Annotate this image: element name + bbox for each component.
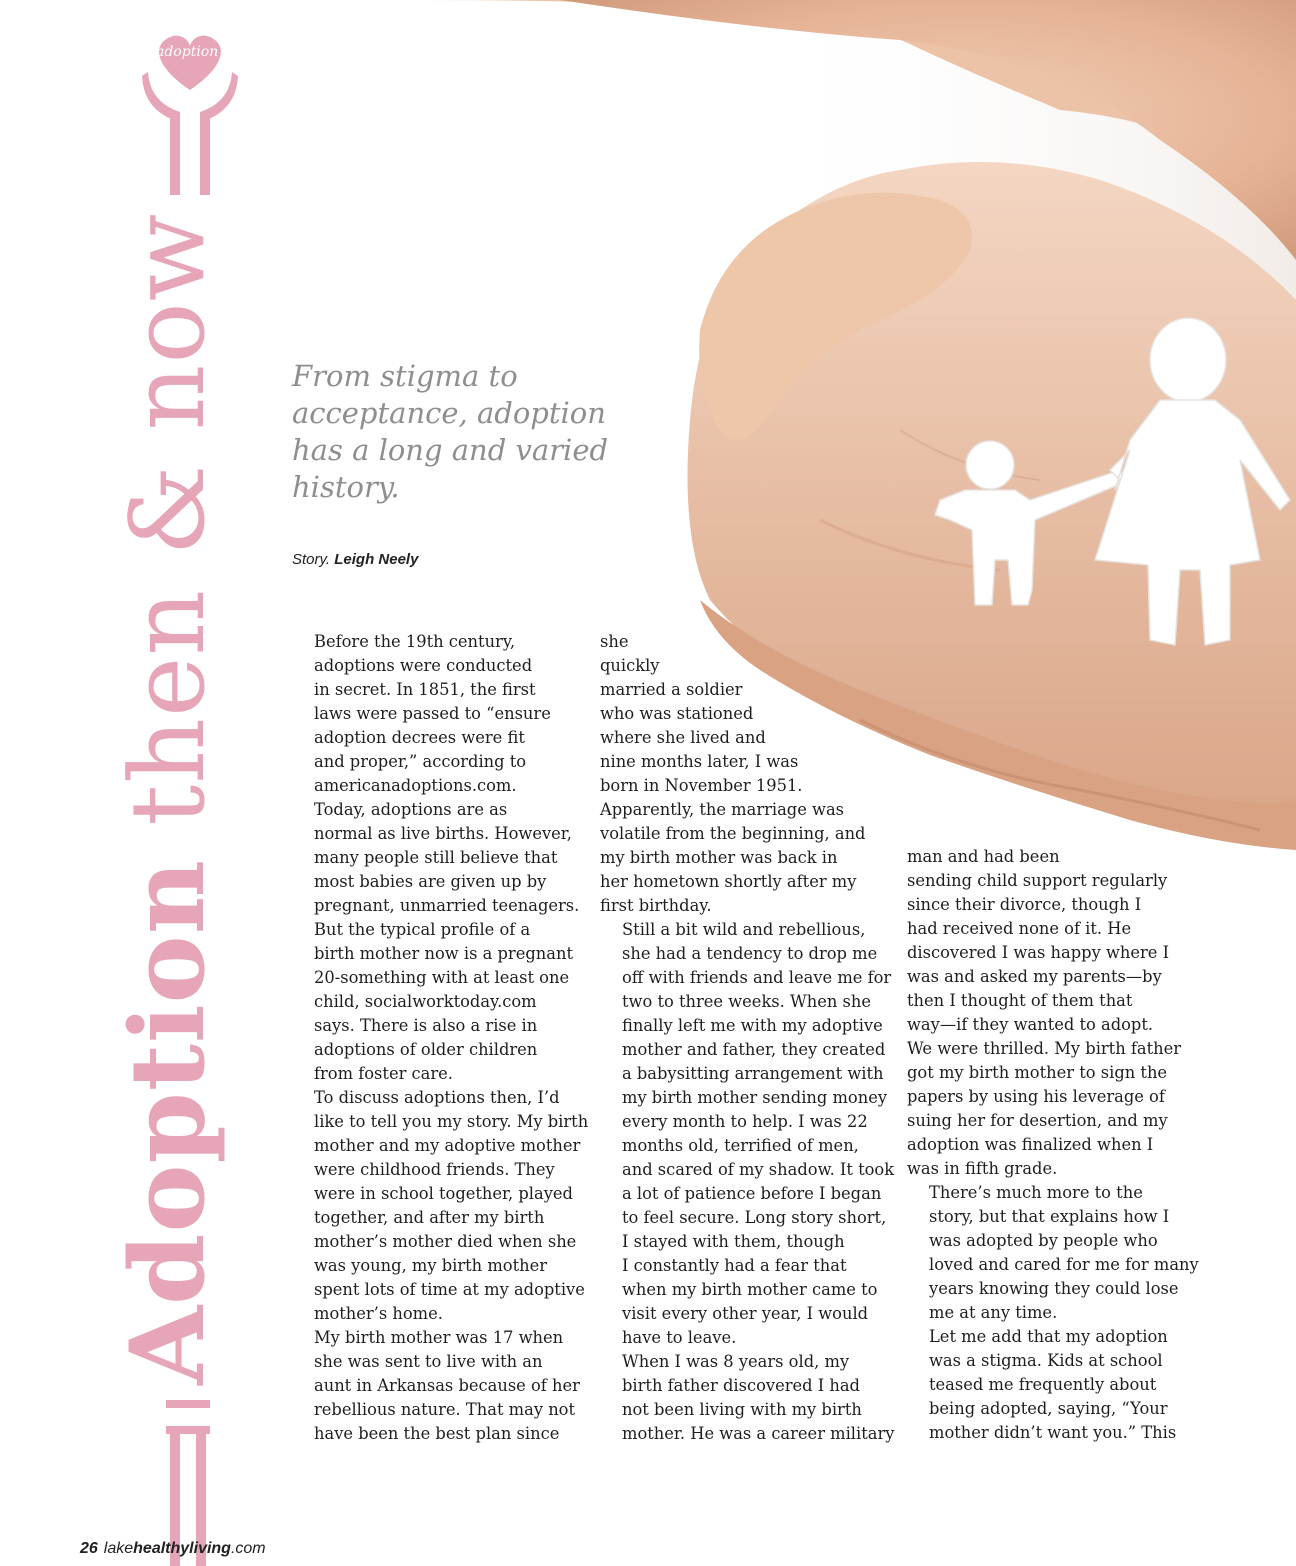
text-line: I stayed with them, though	[622, 1232, 845, 1251]
text-line: months old, terrified of men,	[622, 1136, 859, 1155]
text-line: child, socialworktoday.com	[314, 992, 537, 1011]
text-line: pregnant, unmarried teenagers.	[314, 896, 580, 915]
text-line: a lot of patience before I began	[622, 1184, 882, 1203]
text-line: laws were passed to “ensure	[314, 704, 551, 723]
text-line: finally left me with my adoptive	[622, 1016, 883, 1035]
article-title: Adoption then & now	[108, 212, 228, 1385]
text-line: was young, my birth mother	[314, 1256, 548, 1275]
text-line: My birth mother was 17 when	[314, 1328, 564, 1347]
text-line: got my birth mother to sign the	[907, 1063, 1168, 1082]
text-line: There’s much more to the	[929, 1183, 1143, 1202]
article-paragraph	[600, 630, 890, 918]
text-line: and proper,” according to	[314, 752, 527, 771]
logo-text: adoption	[156, 44, 219, 60]
text-line: not been living with my birth	[622, 1400, 862, 1419]
text-line: Today, adoptions are as	[314, 800, 508, 819]
text-line: being adopted, saying, “Your	[929, 1399, 1168, 1418]
text-line: To discuss adoptions then, I’d	[314, 1088, 560, 1107]
article-paragraph	[907, 1181, 1197, 1325]
byline-author: Leigh Neely	[334, 551, 419, 568]
text-line: suing her for desertion, and my	[907, 1111, 1168, 1130]
text-line: were childhood friends. They	[314, 1160, 555, 1179]
text-line: birth mother now is a pregnant	[314, 944, 573, 963]
text-line: years knowing they could lose	[929, 1279, 1179, 1298]
text-line: adoption was finalized when I	[907, 1135, 1154, 1154]
text-line: Let me add that my adoption	[929, 1327, 1168, 1346]
text-line: volatile from the beginning, and	[600, 824, 866, 843]
text-line: was in fifth grade.	[907, 1159, 1058, 1178]
page-footer	[80, 1540, 266, 1558]
text-line: was adopted by people who	[929, 1231, 1158, 1250]
text-line: two to three weeks. When she	[622, 992, 872, 1011]
text-line: 20-something with at least one	[314, 968, 570, 987]
text-line: from foster care.	[314, 1064, 453, 1083]
text-line: had received none of it. He	[907, 919, 1132, 938]
text-line: when my birth mother came to	[622, 1280, 878, 1299]
text-line: man and had been	[907, 847, 1060, 866]
text-line: adoptions were conducted	[314, 656, 533, 675]
text-line: off with friends and leave me for	[622, 968, 892, 987]
article-paragraph	[292, 1086, 589, 1326]
text-line: nine months later, I was	[600, 752, 799, 771]
text-line: have been the best plan since	[314, 1424, 560, 1443]
text-line: mother’s mother died when she	[314, 1232, 577, 1251]
text-line: was and asked my parents—by	[907, 967, 1162, 986]
text-line: her hometown shortly after my	[600, 872, 857, 891]
text-line: birth father discovered I had	[622, 1376, 860, 1395]
article-paragraph	[600, 1350, 895, 1446]
text-line: like to tell you my story. My birth	[314, 1112, 589, 1131]
article-column-3	[907, 845, 1197, 1445]
text-line: spent lots of time at my adoptive	[314, 1280, 585, 1299]
text-line: way—if they wanted to adopt.	[907, 1015, 1154, 1034]
article-paragraph	[292, 630, 582, 798]
text-line: Before the 19th century,	[314, 632, 516, 651]
article-deck: From stigma to acceptance, adoption has a long and varied history.	[292, 359, 609, 504]
article-column-1	[292, 630, 589, 1446]
text-line: adoptions of older children	[314, 1040, 538, 1059]
text-line: she was sent to live with an	[314, 1352, 543, 1371]
text-line: rebellious nature. That may not	[314, 1400, 576, 1419]
text-line: since their divorce, though I	[907, 895, 1142, 914]
text-line: to feel secure. Long story short,	[622, 1208, 887, 1227]
text-line: says. There is also a rise in	[314, 1016, 538, 1035]
text-line: sending child support regularly	[907, 871, 1168, 890]
article-paragraph	[292, 798, 582, 1086]
text-line: me at any time.	[929, 1303, 1058, 1322]
text-line: But the typical profile of a	[314, 920, 531, 939]
text-line: she had a tendency to drop me	[622, 944, 878, 963]
text-line: in secret. In 1851, the first	[314, 680, 536, 699]
text-line: and scared of my shadow. It took	[622, 1160, 895, 1179]
text-line: normal as live births. However,	[314, 824, 572, 843]
text-line: adoption decrees were fit	[314, 728, 525, 747]
text-line: aunt in Arkansas because of her	[314, 1376, 580, 1395]
text-line: born in November 1951.	[600, 776, 803, 795]
text-line: story, but that explains how I	[929, 1207, 1170, 1226]
text-line: who was stationed	[600, 704, 754, 723]
byline	[292, 551, 418, 568]
text-line: was a stigma. Kids at school	[929, 1351, 1163, 1370]
byline-label: Story.	[292, 551, 331, 568]
text-line: first birthday.	[600, 896, 712, 915]
text-line: my birth mother was back in	[600, 848, 838, 867]
article-paragraph	[600, 918, 895, 1350]
text-line: mother and father, they created	[622, 1040, 886, 1059]
text-line: mother’s home.	[314, 1304, 443, 1323]
text-line: my birth mother sending money	[622, 1088, 888, 1107]
article-paragraph	[292, 1326, 582, 1446]
text-line: where she lived and	[600, 728, 766, 747]
page-number: 26	[80, 1540, 98, 1557]
text-line: many people still believe that	[314, 848, 558, 867]
text-line: together, and after my birth	[314, 1208, 545, 1227]
text-line: I constantly had a fear that	[622, 1256, 847, 1275]
text-line: have to leave.	[622, 1328, 737, 1347]
text-line: mother and my adoptive mother	[314, 1136, 581, 1155]
text-line: then I thought of them that	[907, 991, 1133, 1010]
text-line: mother. He was a career military	[622, 1424, 895, 1443]
article-paragraph	[907, 1325, 1197, 1445]
text-line: loved and cared for me for many	[929, 1255, 1199, 1274]
text-line: teased me frequently about	[929, 1375, 1157, 1394]
site-url: lakehealthyliving.com	[103, 1540, 266, 1557]
text-line: every month to help. I was 22	[622, 1112, 868, 1131]
text-line: When I was 8 years old, my	[622, 1352, 850, 1371]
text-line: Still a bit wild and rebellious,	[622, 920, 866, 939]
text-line: a babysitting arrangement with	[622, 1064, 884, 1083]
text-line: most babies are given up by	[314, 872, 547, 891]
text-line: quickly	[600, 656, 660, 675]
text-line: papers by using his leverage of	[907, 1087, 1165, 1106]
text-line: were in school together, played	[314, 1184, 573, 1203]
text-line: she	[600, 632, 629, 651]
text-line: visit every other year, I would	[622, 1304, 869, 1323]
text-line: americanadoptions.com.	[314, 776, 517, 795]
article-paragraph	[907, 845, 1197, 1181]
text-line: We were thrilled. My birth father	[907, 1039, 1182, 1058]
article-column-2	[600, 630, 895, 1446]
text-line: discovered I was happy where I	[907, 943, 1170, 962]
text-line: mother didn’t want you.” This	[929, 1423, 1177, 1442]
text-line: Apparently, the marriage was	[600, 800, 845, 819]
text-line: married a soldier	[600, 680, 743, 699]
